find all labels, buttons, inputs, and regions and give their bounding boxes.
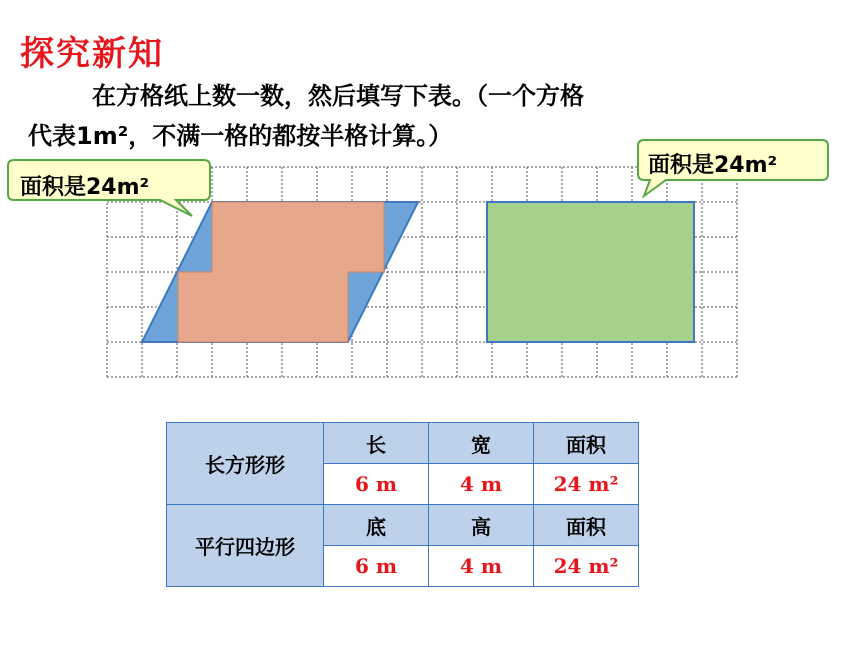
header-cell: 面积 [534,505,639,546]
header-cell: 高 [429,505,534,546]
header-cell: 面积 [534,423,639,464]
left-bubble-text: 面积是24m² [20,175,150,200]
value-cell: 6 m [324,464,429,505]
value-cell: 6 m [324,546,429,587]
table-row [167,505,639,546]
table-row [167,423,639,464]
value-cell: 24 m² [534,546,639,587]
instruction-line-2: 代表1m²，不满一格的都按半格计算。） [28,122,453,150]
header-cell: 宽 [429,423,534,464]
value-cell: 4 m [429,464,534,505]
section-title: 探究新知 [20,34,164,74]
right-bubble-text: 面积是24m² [648,153,778,178]
rectangle-shape [487,202,694,342]
value-cell: 24 m² [534,464,639,505]
instruction-line-1: 在方格纸上数一数，然后填写下表。（一个方格 [92,82,584,110]
value-cell: 4 m [429,546,534,587]
shape-name-cell: 平行四边形 [167,505,324,587]
measurement-table [166,422,639,587]
header-cell: 长 [324,423,429,464]
shape-name-cell: 长方形形 [167,423,324,505]
header-cell: 底 [324,505,429,546]
